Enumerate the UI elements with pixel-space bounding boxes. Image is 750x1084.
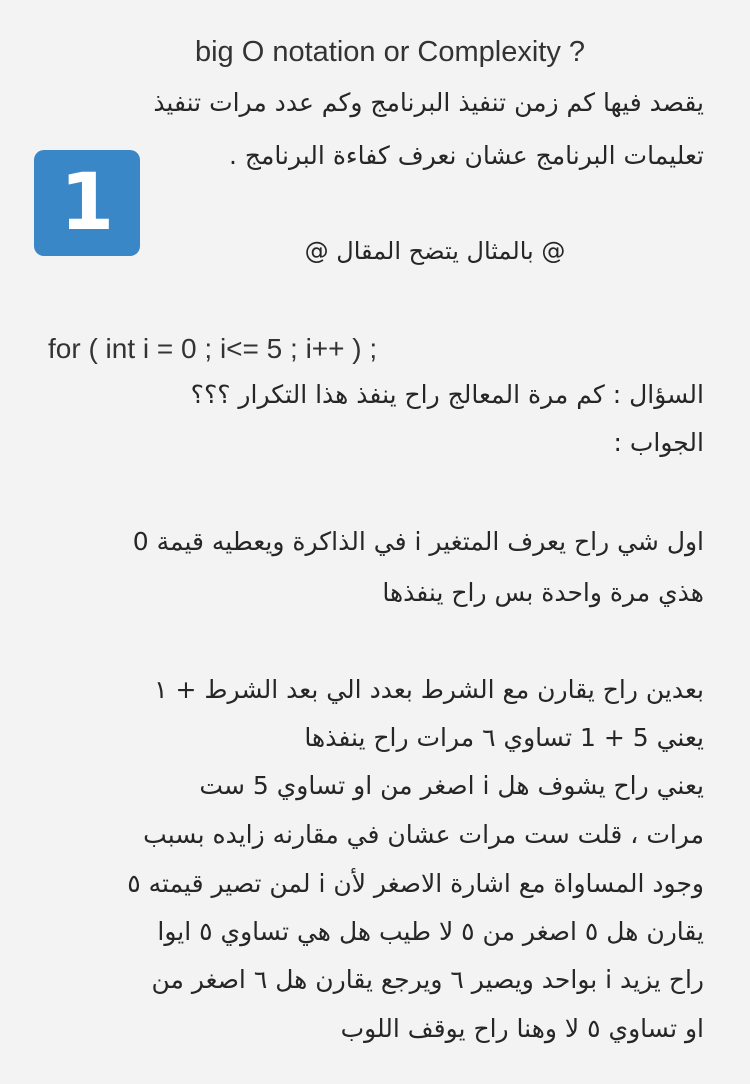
code-line: for ( int i = 0 ; i<= 5 ; i++ ) ; — [48, 333, 378, 364]
paragraph2-line-3: يعني راح يشوف هل i اصغر من او تساوي 5 ست — [199, 771, 704, 800]
question-line: السؤال : كم مرة المعالج راح ينفذ هذا التكرار ؟؟؟ — [190, 380, 704, 409]
answer-label: الجواب : — [613, 428, 704, 457]
paragraph2-line-2: يعني 5 + 1 تساوي ٦ مرات راح ينفذها — [304, 723, 704, 752]
intro-line-1: يقصد فيها كم زمن تنفيذ البرنامج وكم عدد مرات تنفيذ — [153, 88, 704, 117]
step-number-badge: 1 — [34, 150, 140, 256]
note-title: big O notation or Complexity ? — [194, 36, 586, 68]
paragraph1-line-1: اول شي راح يعرف المتغير i في الذاكرة ويعطيه قيمة 0 — [132, 527, 704, 556]
example-note: @ بالمثال يتضح المقال @ — [304, 237, 566, 265]
paragraph2-line-7: راح يزيد i بواحد ويصير ٦ ويرجع يقارن هل ٦ اصغر من — [151, 965, 704, 994]
intro-line-2: تعليمات البرنامج عشان نعرف كفاءة البرنامج . — [228, 141, 704, 170]
paragraph2-line-4: مرات ، قلت ست مرات عشان في مقارنه زايده بسبب — [143, 820, 704, 849]
paragraph2-line-8: او تساوي ٥ لا وهنا راح يوقف اللوب — [340, 1014, 704, 1043]
paragraph2-line-6: يقارن هل ٥ اصغر من ٥ لا طيب هل هي تساوي ٥ ايوا — [157, 917, 704, 946]
paragraph2-line-1: بعدين راح يقارن مع الشرط بعدد الي بعد الشرط + ١ — [154, 675, 704, 704]
paragraph2-line-5: وجود المساواة مع اشارة الاصغر لأن i لمن تصير قيمته ٥ — [127, 869, 704, 898]
paragraph1-line-2: هذي مرة واحدة بس راح ينفذها — [382, 578, 704, 607]
